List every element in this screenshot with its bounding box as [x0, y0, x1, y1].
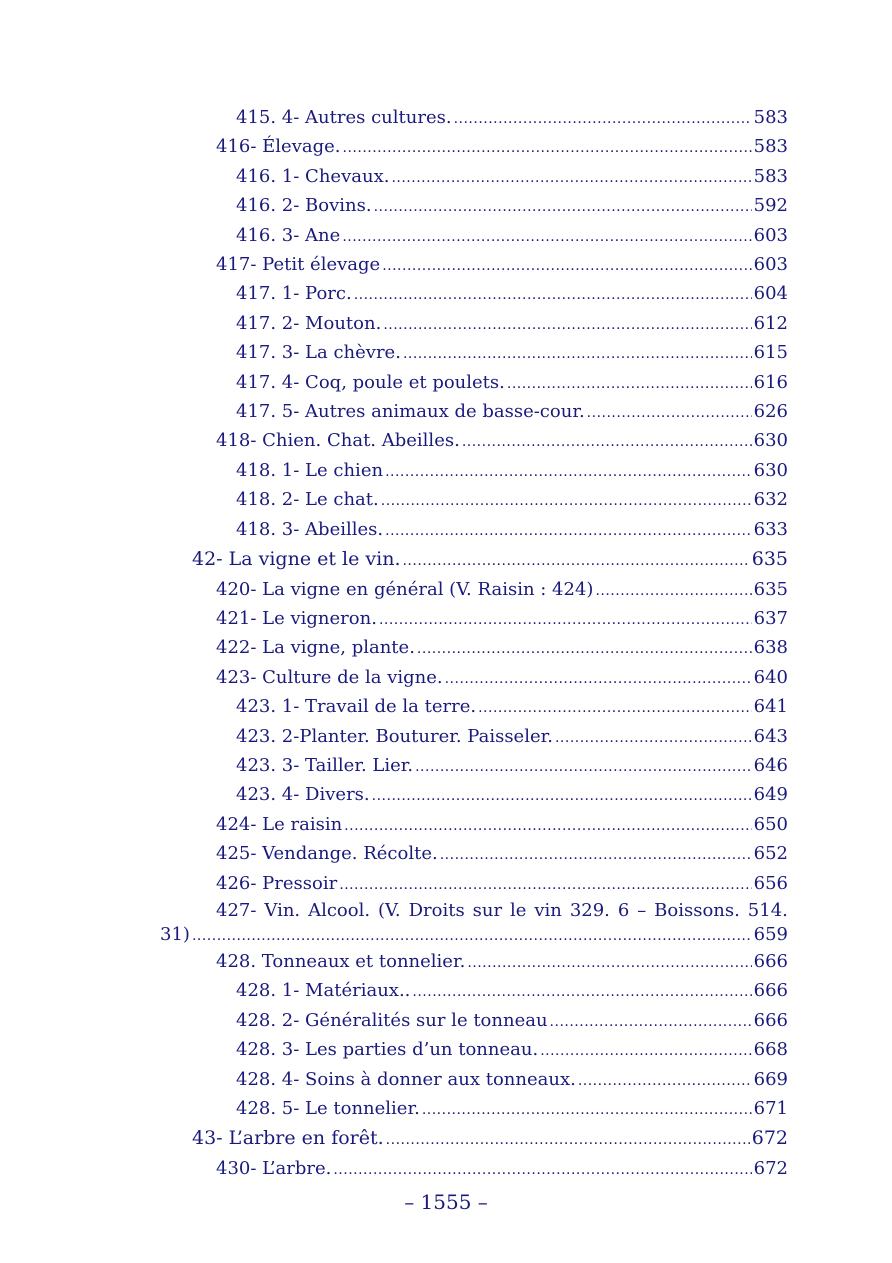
- toc-entry: [160, 1155, 788, 1184]
- toc-entry-page: 656: [753, 872, 788, 894]
- dot-leader: [333, 1156, 751, 1184]
- toc-entry-label: 425- Vendange. Récolte.: [216, 843, 438, 865]
- toc-entry-label: 416. 2- Bovins.: [236, 195, 372, 217]
- toc-entry-page: 583: [753, 165, 788, 187]
- toc-entry-page: 666: [753, 1009, 788, 1031]
- toc-entry-word: vin: [534, 899, 562, 921]
- toc-entry-page: 652: [753, 843, 788, 865]
- toc-entry: [160, 576, 788, 605]
- dot-leader: [403, 340, 752, 368]
- toc-entry: [160, 948, 788, 977]
- toc-entry-label: 421- Le vigneron.: [216, 607, 377, 629]
- toc-entry-label: 424- Le raisin: [216, 813, 343, 835]
- toc-entry-page: 637: [753, 607, 788, 629]
- dot-leader: [402, 547, 749, 575]
- toc-entry-label: 423. 1- Travail de la terre.: [236, 696, 477, 718]
- page-number: – 1555 –: [404, 1190, 488, 1214]
- toc-entry: [160, 339, 788, 368]
- toc-entry-page: 604: [753, 283, 788, 305]
- toc-entry-label: 423. 3- Tailler. Lier.: [236, 754, 414, 776]
- toc-entry: [160, 977, 788, 1006]
- toc-entry-page: 583: [753, 136, 788, 158]
- toc-entry-label: 423. 4- Divers.: [236, 784, 370, 806]
- toc-entry-page: 630: [753, 430, 788, 452]
- dot-leader: [386, 1126, 750, 1154]
- dot-leader: [595, 577, 751, 605]
- dot-leader: [385, 458, 752, 486]
- toc-entry-label: 428. 3- Les parties d’un tonneau.: [236, 1039, 539, 1061]
- toc-entry-page: 603: [753, 254, 788, 276]
- toc-entry-label: 43- L’arbre en forêt.: [192, 1127, 384, 1150]
- toc-entry-label: 42- La vigne et le vin.: [192, 548, 401, 571]
- toc-entry: [160, 1095, 788, 1124]
- toc-entry-page: 635: [751, 548, 788, 571]
- dot-leader: [454, 105, 752, 133]
- toc-entry-page: 612: [753, 312, 788, 334]
- toc-entry-label: 416- Élevage.: [216, 136, 341, 158]
- dot-leader: [422, 1096, 752, 1124]
- dot-leader: [374, 193, 752, 221]
- dot-leader: [339, 871, 751, 899]
- toc-entry-label: 428. 4- Soins à donner aux tonneaux.: [236, 1068, 576, 1090]
- toc-entry-page: 646: [753, 754, 788, 776]
- toc-entry-page: 626: [753, 401, 788, 423]
- toc-entry-label: 428. 2- Généralités sur le tonneau: [236, 1009, 548, 1031]
- toc-entry-page: 616: [753, 371, 788, 393]
- toc-entry: [160, 781, 788, 810]
- toc-entry-label: 417. 2- Mouton.: [236, 312, 382, 334]
- dot-leader: [417, 635, 752, 663]
- toc-entry: [160, 693, 788, 722]
- toc-entry: [160, 192, 788, 221]
- toc-entry: [160, 133, 788, 162]
- dot-leader: [415, 753, 752, 781]
- toc-entry: [160, 427, 788, 456]
- toc-entry-label: 415. 4- Autres cultures.: [236, 107, 452, 128]
- table-of-contents: [160, 104, 788, 1184]
- toc-entry-label: 428. 1- Matériaux..: [236, 980, 411, 1002]
- toc-entry-page: 592: [753, 195, 788, 217]
- toc-entry: [160, 251, 788, 280]
- toc-entry-page: 641: [753, 696, 788, 718]
- toc-entry-page: 633: [753, 518, 788, 540]
- dot-leader: [462, 428, 752, 456]
- dot-leader: [587, 399, 752, 427]
- toc-entry-word: Droits: [408, 899, 465, 921]
- toc-entry-page: 630: [753, 459, 788, 481]
- toc-entry-word: 6: [617, 899, 630, 921]
- toc-entry-label: 417. 1- Porc.: [236, 283, 352, 305]
- dot-leader: [372, 782, 752, 810]
- dot-leader: [440, 841, 752, 869]
- toc-entry: [160, 605, 788, 634]
- toc-entry-word: 514.: [747, 899, 788, 921]
- toc-entry-word: le: [510, 899, 527, 921]
- toc-entry-label: 423. 2-Planter. Bouturer. Paisseler.: [236, 725, 553, 747]
- dot-leader: [342, 223, 751, 251]
- toc-entry-label: 417. 5- Autres animaux de basse-cour.: [236, 401, 585, 423]
- toc-entry: [160, 634, 788, 663]
- toc-entry: [160, 516, 788, 545]
- toc-entry-label: 420- La vigne en général (V. Raisin : 424): [216, 578, 594, 600]
- toc-entry: [160, 222, 788, 251]
- dot-leader: [478, 694, 752, 722]
- dot-leader: [344, 812, 751, 840]
- toc-entry-word: (V.: [378, 899, 401, 921]
- toc-entry-page: 643: [753, 725, 788, 747]
- toc-entry-label-line2: 31): [160, 923, 190, 945]
- dot-leader: [507, 370, 752, 398]
- toc-entry-page: 583: [753, 107, 788, 128]
- toc-entry-page: 638: [753, 637, 788, 659]
- toc-entry-page: 603: [753, 224, 788, 246]
- toc-entry: [160, 664, 788, 693]
- toc-entry-word: 329.: [569, 899, 610, 921]
- toc-entry-label: 428. Tonneaux et tonnelier.: [216, 950, 466, 972]
- toc-entry-word: sur: [472, 899, 503, 921]
- dot-leader: [382, 252, 751, 280]
- toc-entry-label: 417- Petit élevage: [216, 254, 381, 276]
- toc-entry: [160, 545, 788, 575]
- toc-entry: [160, 811, 788, 840]
- dot-leader: [467, 949, 751, 977]
- toc-entry-word: Alcool.: [308, 899, 371, 921]
- dot-leader: [445, 665, 752, 693]
- toc-entry: [160, 163, 788, 192]
- toc-entry: [160, 310, 788, 339]
- toc-entry: [160, 723, 788, 752]
- toc-entry: [160, 870, 788, 899]
- toc-entry-page: 669: [753, 1068, 788, 1090]
- toc-entry-label: 418. 1- Le chien: [236, 459, 384, 481]
- toc-entry: [160, 899, 788, 948]
- dot-leader: [343, 134, 752, 162]
- dot-leader: [555, 724, 752, 752]
- dot-leader: [354, 281, 752, 309]
- toc-entry-label: 422- La vigne, plante.: [216, 637, 415, 659]
- toc-entry-label: 416. 3- Ane: [236, 224, 341, 246]
- toc-entry: [160, 369, 788, 398]
- toc-entry: [160, 398, 788, 427]
- toc-entry-page: 666: [753, 980, 788, 1002]
- toc-entry-label: 418- Chien. Chat. Abeilles.: [216, 430, 460, 452]
- dot-leader: [383, 311, 751, 339]
- dot-leader: [412, 978, 751, 1006]
- toc-entry: [160, 1124, 788, 1154]
- toc-entry-label: 418. 3- Abeilles.: [236, 518, 384, 540]
- toc-entry-page: 668: [753, 1039, 788, 1061]
- toc-entry-label: 423- Culture de la vigne.: [216, 666, 443, 688]
- toc-entry-page: 649: [753, 784, 788, 806]
- toc-entry-label: 430- L’arbre.: [216, 1157, 332, 1179]
- dot-leader: [550, 1008, 752, 1036]
- toc-entry-page: 632: [753, 489, 788, 511]
- toc-entry-page: 671: [753, 1098, 788, 1119]
- toc-entry-word: Boissons.: [654, 899, 740, 921]
- toc-entry-page: 635: [753, 578, 788, 600]
- toc-entry-page: 666: [753, 950, 788, 972]
- toc-entry-page: 615: [753, 342, 788, 364]
- toc-entry-word: 427-: [216, 899, 257, 921]
- toc-entry-page: 672: [751, 1127, 788, 1150]
- toc-entry: [160, 1007, 788, 1036]
- toc-entry-label: 418. 2- Le chat.: [236, 489, 379, 511]
- toc-entry: [160, 1066, 788, 1095]
- toc-entry-page: 672: [753, 1157, 788, 1179]
- toc-entry-label: 426- Pressoir: [216, 872, 338, 894]
- dot-leader: [379, 606, 752, 634]
- toc-entry-page: 659: [753, 923, 788, 945]
- toc-entry: [160, 840, 788, 869]
- dot-leader: [381, 487, 752, 515]
- toc-entry-page: 640: [753, 666, 788, 688]
- toc-entry-word: –: [637, 899, 647, 921]
- dot-leader: [578, 1067, 752, 1095]
- toc-entry: [160, 457, 788, 486]
- toc-entry: [160, 1036, 788, 1065]
- dot-leader: [391, 164, 751, 192]
- toc-entry-label: 417. 3- La chèvre.: [236, 342, 401, 364]
- toc-entry-label-line1: [160, 899, 788, 923]
- toc-entry-page: 650: [753, 813, 788, 835]
- dot-leader: [385, 517, 752, 545]
- toc-entry-word: Vin.: [264, 899, 301, 921]
- toc-entry-label: 417. 4- Coq, poule et poulets.: [236, 371, 505, 393]
- toc-entry-label: 416. 1- Chevaux.: [236, 165, 390, 187]
- dot-leader: [192, 924, 752, 948]
- toc-entry: [160, 752, 788, 781]
- toc-entry: [160, 486, 788, 515]
- toc-entry: [160, 104, 788, 133]
- toc-entry-label: 428. 5- Le tonnelier.: [236, 1098, 420, 1119]
- dot-leader: [540, 1037, 751, 1065]
- toc-entry: [160, 280, 788, 309]
